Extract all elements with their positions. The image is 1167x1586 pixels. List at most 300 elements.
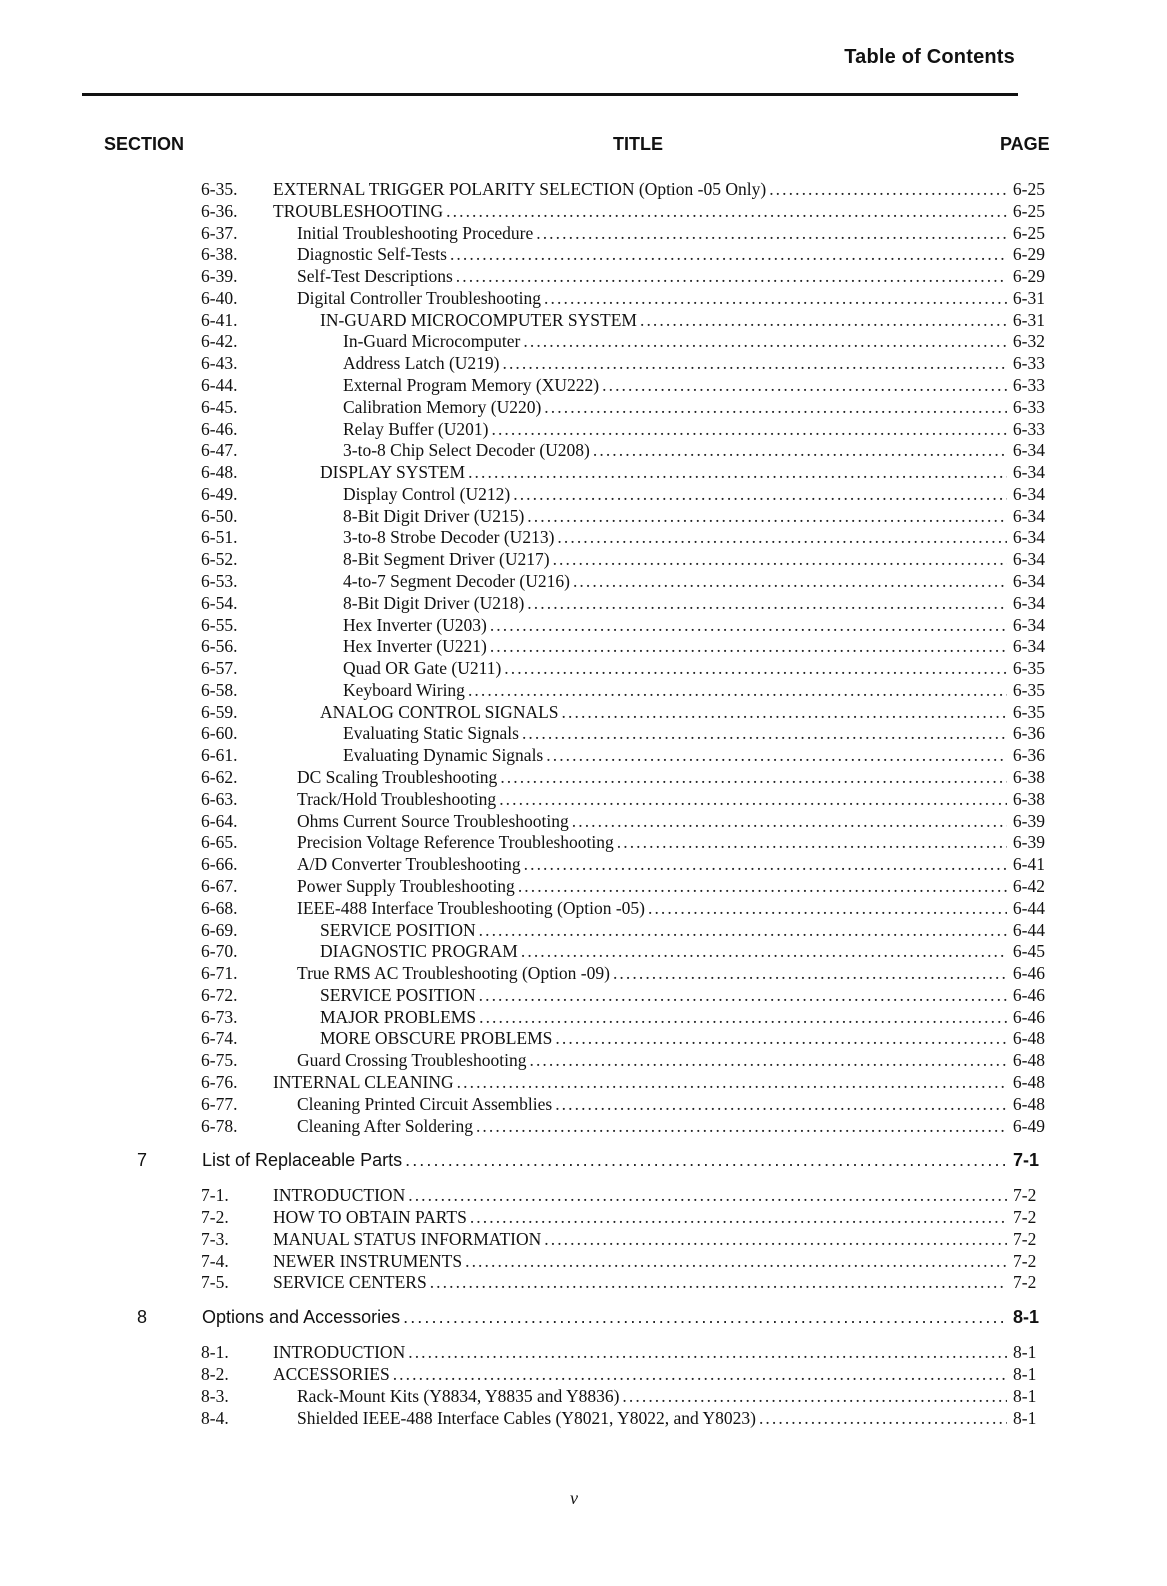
toc-title: EXTERNAL TRIGGER POLARITY SELECTION (Option -05 Only) xyxy=(273,179,767,199)
toc-title: 4-to-7 Segment Decoder (U216) xyxy=(343,571,570,591)
toc-entry xyxy=(343,636,1045,657)
toc-entry xyxy=(273,1072,1045,1093)
toc-entry-row xyxy=(0,1342,1167,1363)
toc-page: 6-34 xyxy=(1012,527,1045,547)
toc-entry xyxy=(273,201,1045,222)
toc-number: 8-4. xyxy=(201,1408,229,1428)
dot-leader xyxy=(446,201,1007,222)
toc-section-row xyxy=(0,1307,1167,1328)
toc-title: 3-to-8 Chip Select Decoder (U208) xyxy=(343,440,590,460)
toc-entry xyxy=(273,179,1045,200)
toc-entry xyxy=(343,375,1045,396)
toc-page: 6-34 xyxy=(1012,440,1045,460)
toc-entry-row xyxy=(0,527,1167,548)
toc-page: 8-1 xyxy=(1013,1408,1037,1428)
dot-leader xyxy=(491,419,1006,440)
toc-number: 8 xyxy=(137,1307,148,1327)
toc-page: 7-2 xyxy=(1013,1229,1037,1249)
toc-number: 8-1. xyxy=(201,1342,229,1362)
toc-entry-row xyxy=(0,201,1167,222)
toc-page: 6-33 xyxy=(1012,397,1045,417)
toc-entry xyxy=(320,702,1045,723)
toc-entry-row xyxy=(0,375,1167,396)
toc-entry-row xyxy=(0,767,1167,788)
toc-entry-row xyxy=(0,1050,1167,1071)
dot-leader xyxy=(759,1408,1007,1429)
toc-title: ANALOG CONTROL SIGNALS xyxy=(320,702,559,722)
toc-title: ACCESSORIES xyxy=(273,1364,390,1384)
toc-title: Calibration Memory (U220) xyxy=(343,397,542,417)
toc-page: 6-49 xyxy=(1012,1116,1045,1136)
toc-number: 6-41. xyxy=(201,310,238,330)
toc-page: 7-1 xyxy=(1013,1150,1040,1170)
dot-leader xyxy=(544,397,1007,418)
toc-number: 8-2. xyxy=(201,1364,229,1384)
toc-entry-row xyxy=(0,1272,1167,1293)
toc-number: 6-64. xyxy=(201,811,238,831)
toc-entry-row xyxy=(0,985,1167,1006)
dot-leader xyxy=(769,179,1007,200)
dot-leader xyxy=(499,789,1007,810)
toc-entry-row xyxy=(0,1072,1167,1093)
toc-entry-row xyxy=(0,331,1167,352)
toc-entry xyxy=(297,898,1045,919)
header-rule xyxy=(82,93,1018,96)
toc-entry xyxy=(343,593,1045,614)
toc-title: Track/Hold Troubleshooting xyxy=(297,789,497,809)
toc-title: HOW TO OBTAIN PARTS xyxy=(273,1207,467,1227)
toc-entry xyxy=(297,767,1045,788)
toc-entry xyxy=(273,1364,1045,1385)
toc-title: Relay Buffer (U201) xyxy=(343,419,489,439)
toc-entry-row xyxy=(0,876,1167,897)
toc-entry xyxy=(297,1094,1045,1115)
toc-entry xyxy=(297,1386,1045,1407)
toc-entry xyxy=(343,440,1045,461)
toc-title: MANUAL STATUS INFORMATION xyxy=(273,1229,542,1249)
dot-leader xyxy=(622,1386,1007,1407)
toc-title: Shielded IEEE-488 Interface Cables (Y8021, Y8022, and Y8023) xyxy=(297,1408,756,1428)
toc-number: 6-65. xyxy=(201,832,238,852)
toc-entry xyxy=(343,571,1045,592)
toc-entry-row xyxy=(0,1094,1167,1115)
toc-entry-row xyxy=(0,506,1167,527)
toc-page: 6-29 xyxy=(1012,244,1045,264)
toc-page: 6-33 xyxy=(1012,353,1045,373)
toc-entry-row xyxy=(0,397,1167,418)
dot-leader xyxy=(408,1185,1007,1206)
toc-entry-row xyxy=(0,1028,1167,1049)
dot-leader xyxy=(479,1007,1007,1028)
toc-entry xyxy=(273,1185,1045,1206)
dot-leader xyxy=(502,353,1006,374)
toc-entry xyxy=(273,1342,1045,1363)
dot-leader xyxy=(500,767,1007,788)
toc-section-row xyxy=(0,1150,1167,1171)
dot-leader xyxy=(393,1364,1007,1385)
toc-title: Diagnostic Self-Tests xyxy=(297,244,447,264)
toc-page: 8-1 xyxy=(1013,1307,1040,1327)
toc-page: 6-34 xyxy=(1012,484,1045,504)
toc-entry-row xyxy=(0,288,1167,309)
dot-leader xyxy=(524,854,1007,875)
toc-entry xyxy=(297,963,1045,984)
dot-leader xyxy=(504,658,1007,679)
toc-title: Power Supply Troubleshooting xyxy=(297,876,515,896)
toc-page: 6-44 xyxy=(1012,920,1045,940)
toc-page: 6-41 xyxy=(1012,854,1045,874)
toc-title: Ohms Current Source Troubleshooting xyxy=(297,811,569,831)
toc-title: IN-GUARD MICROCOMPUTER SYSTEM xyxy=(320,310,637,330)
toc-title: DC Scaling Troubleshooting xyxy=(297,767,498,787)
toc-number: 6-60. xyxy=(201,723,238,743)
toc-page: 6-25 xyxy=(1012,179,1045,199)
dot-leader xyxy=(490,615,1007,636)
toc-number: 7-4. xyxy=(201,1251,229,1271)
dot-leader xyxy=(593,440,1007,461)
toc-page: 6-36 xyxy=(1012,745,1045,765)
toc-page: 6-39 xyxy=(1012,832,1045,852)
toc-entry xyxy=(343,331,1045,352)
toc-entry-row xyxy=(0,658,1167,679)
toc-title: A/D Converter Troubleshooting xyxy=(297,854,521,874)
toc-page: 6-48 xyxy=(1012,1028,1045,1048)
toc-entry-row xyxy=(0,419,1167,440)
dot-leader xyxy=(527,506,1007,527)
toc-number: 6-68. xyxy=(201,898,238,918)
toc-entry-row xyxy=(0,440,1167,461)
toc-entry xyxy=(343,680,1045,701)
toc-page: 6-35 xyxy=(1012,680,1045,700)
toc-title: MAJOR PROBLEMS xyxy=(320,1007,477,1027)
toc-entry-row xyxy=(0,1229,1167,1250)
toc-number: 6-72. xyxy=(201,985,238,1005)
toc-entry xyxy=(320,310,1045,331)
toc-number: 6-38. xyxy=(201,244,238,264)
dot-leader xyxy=(640,310,1007,331)
toc-entry-row xyxy=(0,244,1167,265)
toc-entry-row xyxy=(0,1185,1167,1206)
toc-page: 6-48 xyxy=(1012,1072,1045,1092)
toc-entry-row xyxy=(0,353,1167,374)
toc-entry xyxy=(343,419,1045,440)
toc-entry xyxy=(320,941,1045,962)
toc-title: 8-Bit Digit Driver (U215) xyxy=(343,506,525,526)
dot-leader xyxy=(468,680,1007,701)
toc-number: 6-58. xyxy=(201,680,238,700)
toc-number: 6-61. xyxy=(201,745,238,765)
toc-entry-row xyxy=(0,1386,1167,1407)
toc-number: 6-52. xyxy=(201,549,238,569)
toc-title: External Program Memory (XU222) xyxy=(343,375,600,395)
toc-page: 8-1 xyxy=(1013,1386,1037,1406)
toc-title: 8-Bit Segment Driver (U217) xyxy=(343,549,550,569)
dot-leader xyxy=(527,593,1007,614)
toc-number: 6-42. xyxy=(201,331,238,351)
toc-entry-row xyxy=(0,680,1167,701)
toc-entry-row xyxy=(0,462,1167,483)
toc-page: 6-25 xyxy=(1012,201,1045,221)
toc-entry xyxy=(320,1007,1045,1028)
toc-entry-row xyxy=(0,963,1167,984)
toc-page: 6-34 xyxy=(1012,615,1045,635)
toc-entry xyxy=(297,1116,1045,1137)
toc-entry-row xyxy=(0,941,1167,962)
toc-title: SERVICE CENTERS xyxy=(273,1272,427,1292)
toc-entry xyxy=(297,832,1045,853)
toc-number: 7-5. xyxy=(201,1272,229,1292)
toc-title: List of Replaceable Parts xyxy=(202,1150,403,1170)
toc-entry-row xyxy=(0,1116,1167,1137)
toc-page: 6-29 xyxy=(1012,266,1045,286)
toc-number: 6-63. xyxy=(201,789,238,809)
toc-entry xyxy=(297,789,1045,810)
toc-number: 7-1. xyxy=(201,1185,229,1205)
dot-leader xyxy=(523,331,1007,352)
dot-leader xyxy=(562,702,1007,723)
dot-leader xyxy=(513,484,1007,505)
toc-number: 6-78. xyxy=(201,1116,238,1136)
dot-leader xyxy=(468,462,1007,483)
toc-title: Initial Troubleshooting Procedure xyxy=(297,223,534,243)
toc-entry xyxy=(202,1150,1045,1171)
toc-number: 6-57. xyxy=(201,658,238,678)
toc-entry xyxy=(343,397,1045,418)
toc-number: 6-66. xyxy=(201,854,238,874)
toc-title: INTERNAL CLEANING xyxy=(273,1072,454,1092)
toc-title: Precision Voltage Reference Troubleshooting xyxy=(297,832,614,852)
dot-leader xyxy=(479,920,1007,941)
toc-page: 6-44 xyxy=(1012,898,1045,918)
toc-page: 6-25 xyxy=(1012,223,1045,243)
dot-leader xyxy=(555,1028,1007,1049)
toc-page: 6-35 xyxy=(1012,658,1045,678)
toc-entry xyxy=(320,985,1045,1006)
toc-entry xyxy=(343,353,1045,374)
toc-title: Guard Crossing Troubleshooting xyxy=(297,1050,527,1070)
toc-title: TROUBLESHOOTING xyxy=(273,201,444,221)
dot-leader xyxy=(553,549,1007,570)
toc-entry-row xyxy=(0,571,1167,592)
dot-leader xyxy=(521,941,1007,962)
toc-title: Evaluating Static Signals xyxy=(343,723,519,743)
dot-leader xyxy=(490,636,1007,657)
toc-entry-row xyxy=(0,920,1167,941)
toc-title: Options and Accessories xyxy=(202,1307,401,1327)
toc-page: 6-34 xyxy=(1012,462,1045,482)
toc-page: 6-42 xyxy=(1012,876,1045,896)
toc-number: 6-36. xyxy=(201,201,238,221)
toc-page: 7-2 xyxy=(1013,1251,1037,1271)
toc-entry xyxy=(320,1028,1045,1049)
toc-number: 6-55. xyxy=(201,615,238,635)
toc-entry xyxy=(297,223,1045,244)
toc-number: 6-70. xyxy=(201,941,238,961)
toc-entry xyxy=(343,658,1045,679)
toc-entry xyxy=(297,244,1045,265)
dot-leader xyxy=(405,1150,1007,1171)
toc-page: 6-38 xyxy=(1012,767,1045,787)
toc-number: 6-75. xyxy=(201,1050,238,1070)
toc-entry xyxy=(320,462,1045,483)
dot-leader xyxy=(403,1307,1007,1328)
toc-number: 6-59. xyxy=(201,702,238,722)
toc-entry xyxy=(320,920,1045,941)
toc-entry-row xyxy=(0,549,1167,570)
toc-number: 7 xyxy=(137,1150,148,1170)
toc-number: 6-73. xyxy=(201,1007,238,1027)
toc-entry-row xyxy=(0,854,1167,875)
toc-entry xyxy=(273,1251,1045,1272)
toc-title: True RMS AC Troubleshooting (Option -09) xyxy=(297,963,610,983)
toc-title: Self-Test Descriptions xyxy=(297,266,453,286)
toc-entry-row xyxy=(0,1207,1167,1228)
toc-title: SERVICE POSITION xyxy=(320,920,476,940)
dot-leader xyxy=(546,745,1007,766)
toc-number: 6-45. xyxy=(201,397,238,417)
dot-leader xyxy=(457,1072,1007,1093)
toc-page: 6-48 xyxy=(1012,1050,1045,1070)
toc-page: 6-39 xyxy=(1012,811,1045,831)
toc-page: 6-36 xyxy=(1012,723,1045,743)
toc-number: 6-40. xyxy=(201,288,238,308)
toc-page: 6-34 xyxy=(1012,593,1045,613)
dot-leader xyxy=(476,1116,1007,1137)
toc-title: IEEE-488 Interface Troubleshooting (Option -05) xyxy=(297,898,645,918)
toc-entry-row xyxy=(0,179,1167,200)
toc-entry xyxy=(343,484,1045,505)
toc-title: INTRODUCTION xyxy=(273,1185,406,1205)
toc-number: 6-71. xyxy=(201,963,238,983)
toc-title: Evaluating Dynamic Signals xyxy=(343,745,544,765)
toc-number: 6-76. xyxy=(201,1072,238,1092)
toc-number: 6-43. xyxy=(201,353,238,373)
toc-page: 7-2 xyxy=(1013,1185,1037,1205)
toc-entry-row xyxy=(0,1408,1167,1429)
toc-entry xyxy=(273,1272,1045,1293)
toc-title: Display Control (U212) xyxy=(343,484,511,504)
toc-title: Hex Inverter (U203) xyxy=(343,615,487,635)
toc-number: 6-50. xyxy=(201,506,238,526)
toc-number: 6-69. xyxy=(201,920,238,940)
toc-page: 6-48 xyxy=(1012,1094,1045,1114)
toc-number: 6-47. xyxy=(201,440,238,460)
dot-leader xyxy=(456,266,1007,287)
toc-title: Rack-Mount Kits (Y8834, Y8835 and Y8836) xyxy=(297,1386,620,1406)
toc-page: 6-46 xyxy=(1012,963,1045,983)
toc-entry-row xyxy=(0,832,1167,853)
toc-entry-row xyxy=(0,811,1167,832)
toc-title: DISPLAY SYSTEM xyxy=(320,462,466,482)
toc-entry-row xyxy=(0,1364,1167,1385)
dot-leader xyxy=(536,223,1007,244)
toc-title: Quad OR Gate (U211) xyxy=(343,658,502,678)
toc-page: 6-34 xyxy=(1012,571,1045,591)
toc-entry-row xyxy=(0,223,1167,244)
dot-leader xyxy=(613,963,1007,984)
column-heading-page: PAGE xyxy=(1000,134,1050,154)
dot-leader xyxy=(450,244,1007,265)
toc-number: 6-56. xyxy=(201,636,238,656)
toc-number: 6-77. xyxy=(201,1094,238,1114)
dot-leader xyxy=(465,1251,1007,1272)
toc-entry xyxy=(297,811,1045,832)
toc-entry xyxy=(297,288,1045,309)
toc-number: 6-35. xyxy=(201,179,238,199)
dot-leader xyxy=(573,571,1007,592)
page-number: v xyxy=(570,1488,578,1508)
toc-entry-row xyxy=(0,898,1167,919)
dot-leader xyxy=(408,1342,1007,1363)
toc-entry-row xyxy=(0,789,1167,810)
toc-entry xyxy=(297,266,1045,287)
toc-entry xyxy=(343,723,1045,744)
toc-title: MORE OBSCURE PROBLEMS xyxy=(320,1028,553,1048)
toc-number: 6-49. xyxy=(201,484,238,504)
dot-leader xyxy=(544,1229,1007,1250)
toc-number: 6-48. xyxy=(201,462,238,482)
toc-number: 6-67. xyxy=(201,876,238,896)
toc-page: 8-1 xyxy=(1013,1364,1037,1384)
dot-leader xyxy=(557,527,1007,548)
dot-leader xyxy=(529,1050,1006,1071)
toc-number: 7-2. xyxy=(201,1207,229,1227)
toc-entry-row xyxy=(0,723,1167,744)
toc-entry-row xyxy=(0,593,1167,614)
toc-entry xyxy=(343,527,1045,548)
toc-number: 6-74. xyxy=(201,1028,238,1048)
toc-entry-row xyxy=(0,702,1167,723)
toc-number: 6-44. xyxy=(201,375,238,395)
toc-title: Cleaning After Soldering xyxy=(297,1116,473,1136)
toc-entry-row xyxy=(0,266,1167,287)
toc-number: 7-3. xyxy=(201,1229,229,1249)
dot-leader xyxy=(430,1272,1007,1293)
toc-page: 6-34 xyxy=(1012,549,1045,569)
toc-number: 6-62. xyxy=(201,767,238,787)
toc-page: 6-32 xyxy=(1012,331,1045,351)
toc-number: 6-53. xyxy=(201,571,238,591)
dot-leader xyxy=(522,723,1007,744)
dot-leader xyxy=(544,288,1007,309)
toc-title: Keyboard Wiring xyxy=(343,680,465,700)
toc-entry xyxy=(273,1229,1045,1250)
toc-entry xyxy=(273,1207,1045,1228)
toc-title: In-Guard Microcomputer xyxy=(343,331,521,351)
column-heading-section: SECTION xyxy=(104,134,185,154)
toc-page: 6-31 xyxy=(1012,288,1045,308)
toc-entry-row xyxy=(0,1251,1167,1272)
toc-page: 6-33 xyxy=(1012,375,1045,395)
toc-number: 6-39. xyxy=(201,266,238,286)
dot-leader xyxy=(572,811,1007,832)
toc-page: 6-38 xyxy=(1012,789,1045,809)
toc-number: 6-51. xyxy=(201,527,238,547)
toc-page: 6-33 xyxy=(1012,419,1045,439)
toc-entry xyxy=(297,1408,1045,1429)
toc-entry xyxy=(297,876,1045,897)
toc-title: Digital Controller Troubleshooting xyxy=(297,288,542,308)
toc-page: 6-34 xyxy=(1012,636,1045,656)
toc-page: 6-46 xyxy=(1012,985,1045,1005)
toc-title: INTRODUCTION xyxy=(273,1342,406,1362)
toc-entry xyxy=(343,745,1045,766)
page-header-title: Table of Contents xyxy=(844,46,1015,68)
toc-title: Cleaning Printed Circuit Assemblies xyxy=(297,1094,553,1114)
toc-title: Hex Inverter (U221) xyxy=(343,636,487,656)
dot-leader xyxy=(648,898,1007,919)
toc-entry-row xyxy=(0,636,1167,657)
